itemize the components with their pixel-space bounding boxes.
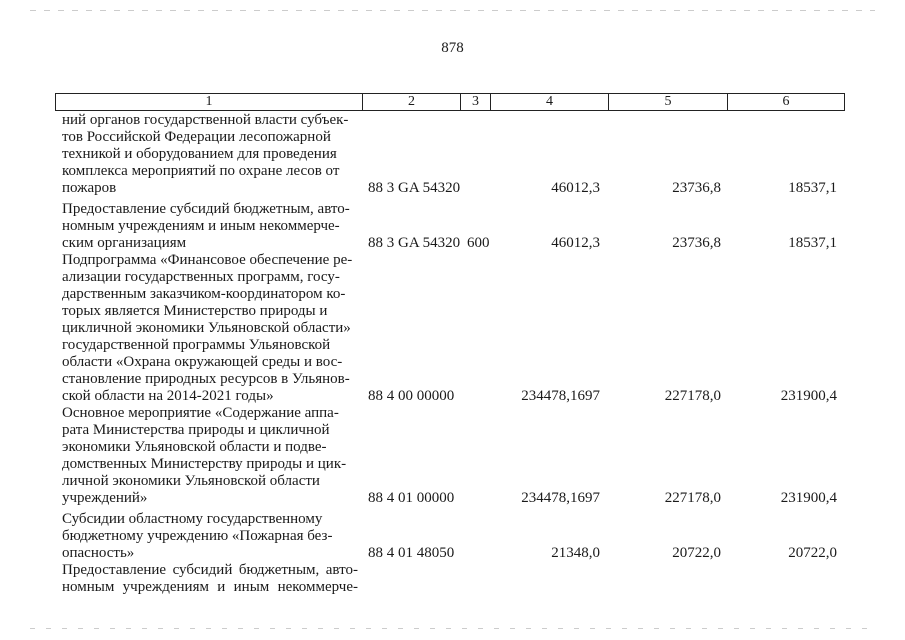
scan-artifact-bottom bbox=[30, 628, 875, 629]
desc-line: домственных Министерству природы и цик- bbox=[62, 456, 347, 472]
header-col-4: 4 bbox=[491, 94, 609, 110]
row-value-col6: 20722,0 bbox=[788, 545, 837, 561]
desc-line: области «Охрана окружающей среды и вос- bbox=[62, 354, 343, 370]
desc-line: становление природных ресурсов в Ульянов- bbox=[62, 371, 350, 387]
row-value-col5: 23736,8 bbox=[672, 235, 721, 251]
row-value-col5: 20722,0 bbox=[672, 545, 721, 561]
desc-line: пожаров bbox=[62, 180, 117, 196]
desc-line: опасность» bbox=[62, 545, 135, 561]
row-vr: 600 bbox=[467, 235, 490, 251]
desc-line: государственной программы Ульяновской bbox=[62, 337, 331, 353]
desc-line: Подпрограмма «Финансовое обеспечение ре- bbox=[62, 252, 353, 268]
row-code: 88 3 GA 54320 bbox=[368, 180, 461, 196]
desc-line: торых является Министерство природы и bbox=[62, 303, 328, 319]
row-value-col5: 227178,0 bbox=[664, 388, 721, 404]
desc-line: экономики Ульяновской области и подве- bbox=[62, 439, 327, 455]
row-description bbox=[62, 511, 358, 562]
scan-artifact-top bbox=[30, 10, 875, 11]
desc-line: Субсидии областному государственному bbox=[62, 511, 323, 527]
desc-line: Основное мероприятие «Содержание аппа- bbox=[62, 405, 339, 421]
header-col-3: 3 bbox=[461, 94, 491, 110]
desc-line: бюджетному учреждению «Пожарная без- bbox=[62, 528, 333, 544]
row-description bbox=[62, 562, 358, 596]
row-value-col4: 234478,1697 bbox=[521, 490, 600, 506]
desc-line: Предоставление субсидий бюджетным, авто- bbox=[62, 562, 358, 578]
row-description bbox=[62, 405, 358, 507]
header-col-5: 5 bbox=[609, 94, 728, 110]
desc-line: ским организациям bbox=[62, 235, 187, 251]
desc-line: учреждений» bbox=[62, 490, 148, 506]
row-value-col5: 23736,8 bbox=[672, 180, 721, 196]
desc-line: ний органов государственной власти субъек- bbox=[62, 112, 349, 128]
desc-line: комплекса мероприятий по охране лесов от bbox=[62, 163, 340, 179]
row-description bbox=[62, 112, 358, 197]
desc-line: рата Министерства природы и цикличной bbox=[62, 422, 330, 438]
row-code: 88 4 01 00000 bbox=[368, 490, 455, 506]
desc-line: цикличной экономики Ульяновской области» bbox=[62, 320, 351, 336]
row-code: 88 4 00 00000 bbox=[368, 388, 455, 404]
row-value-col6: 18537,1 bbox=[788, 180, 837, 196]
table-header-row bbox=[55, 93, 845, 111]
row-value-col6: 231900,4 bbox=[780, 388, 837, 404]
page-number: 878 bbox=[441, 40, 464, 56]
row-value-col6: 18537,1 bbox=[788, 235, 837, 251]
desc-line: номным учреждениям и иным некоммерче- bbox=[62, 218, 340, 234]
row-value-col4: 234478,1697 bbox=[521, 388, 600, 404]
desc-line: ской области на 2014-2021 годы» bbox=[62, 388, 274, 404]
row-description bbox=[62, 252, 358, 405]
row-value-col4: 46012,3 bbox=[551, 235, 600, 251]
row-description bbox=[62, 201, 358, 252]
row-value-col6: 231900,4 bbox=[780, 490, 837, 506]
header-col-6: 6 bbox=[782, 94, 790, 109]
row-value-col5: 227178,0 bbox=[664, 490, 721, 506]
desc-line: техникой и оборудованием для проведения bbox=[62, 146, 337, 162]
row-code: 88 3 GA 54320 bbox=[368, 235, 461, 251]
header-col-1: 1 bbox=[56, 94, 363, 110]
header-col-2: 2 bbox=[363, 94, 461, 110]
row-value-col4: 21348,0 bbox=[551, 545, 600, 561]
desc-line: личной экономики Ульяновской области bbox=[62, 473, 320, 489]
desc-line: тов Российской Федерации лесопожарной bbox=[62, 129, 331, 145]
desc-line: ализации государственных программ, госу- bbox=[62, 269, 340, 285]
row-value-col4: 46012,3 bbox=[551, 180, 600, 196]
row-code: 88 4 01 48050 bbox=[368, 545, 455, 561]
desc-line: дарственным заказчиком-координатором ко- bbox=[62, 286, 346, 302]
desc-line: Предоставление субсидий бюджетным, авто- bbox=[62, 201, 350, 217]
desc-line: номным учреждениям и иным некоммерче- bbox=[62, 579, 358, 595]
